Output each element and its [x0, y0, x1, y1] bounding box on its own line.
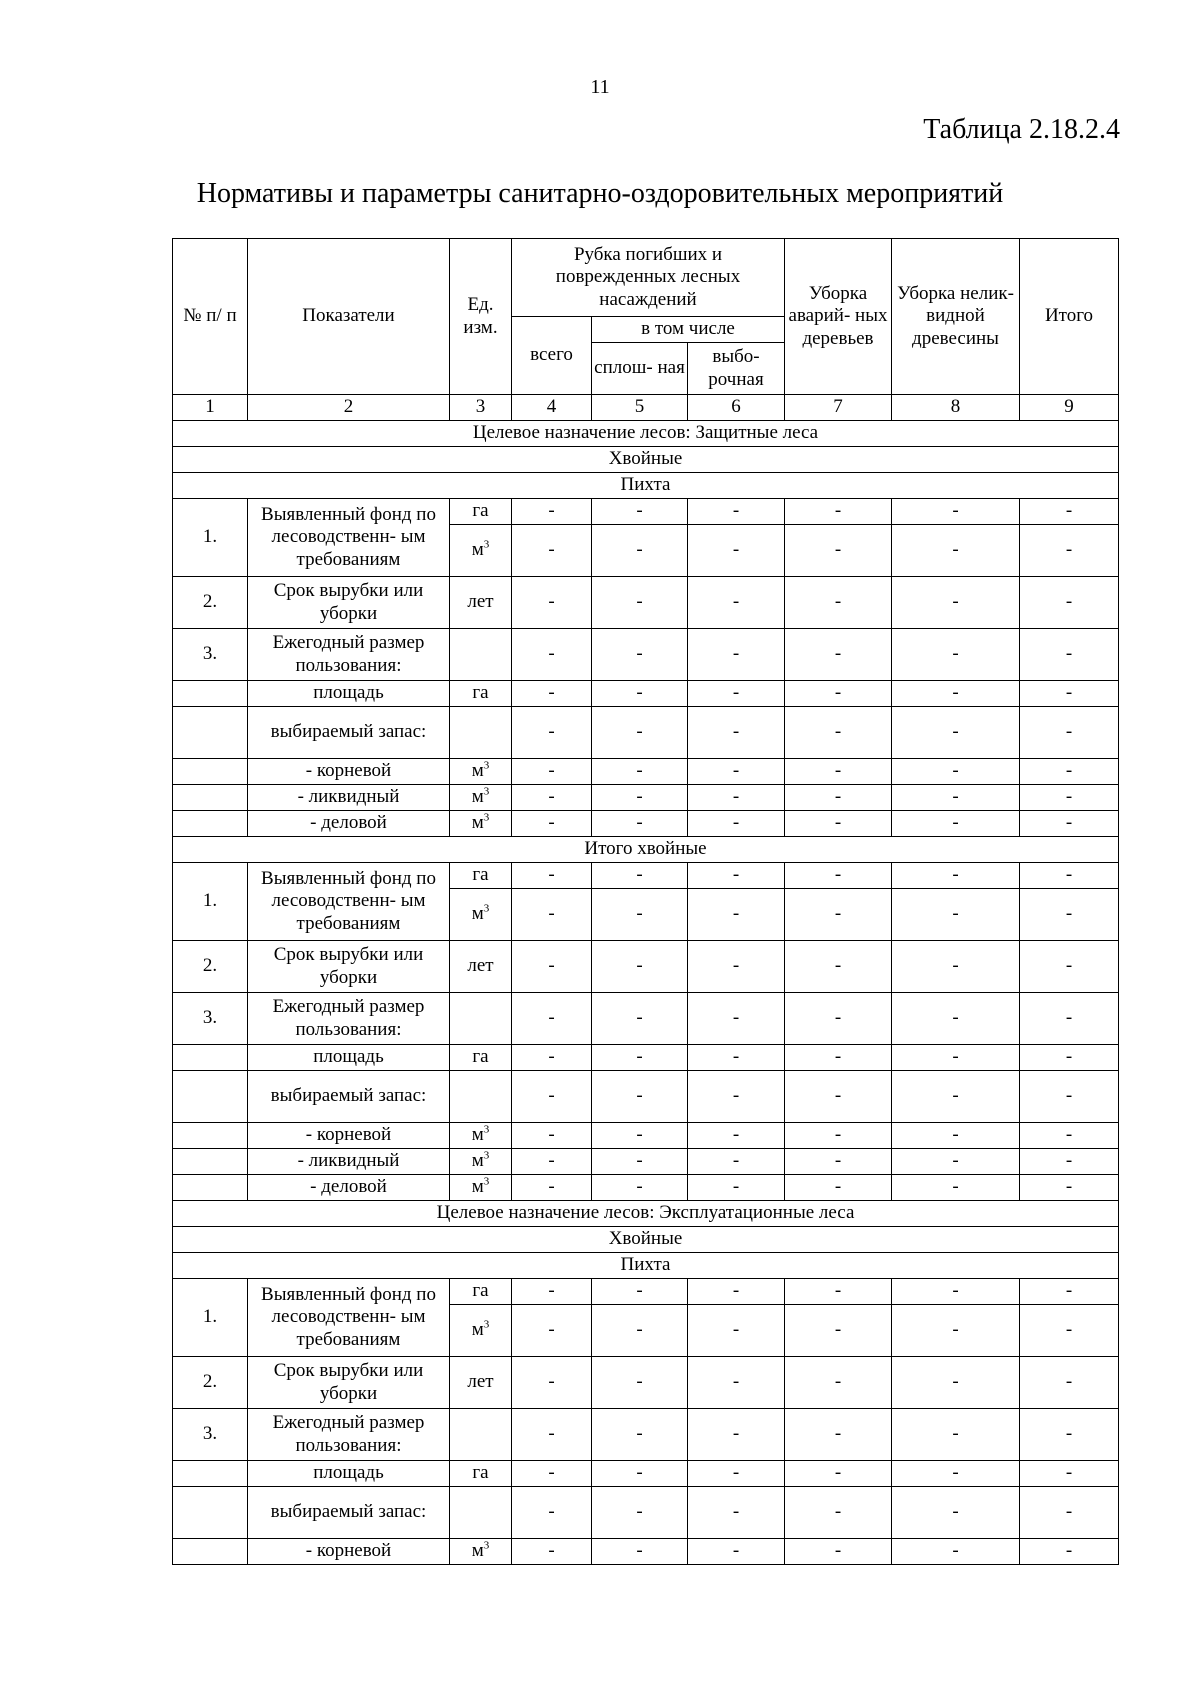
unit-cell [450, 629, 512, 681]
unit-m: м [471, 786, 484, 808]
col-number: 3 [450, 395, 512, 421]
unit-cell: га [450, 1045, 512, 1071]
value-cell: - [592, 525, 688, 577]
value-cell: - [688, 811, 785, 837]
header-clear: сплош- ная [592, 343, 688, 395]
indicator-annual: Ежегодный размер пользования: [248, 629, 450, 681]
value-cell: - [785, 1487, 892, 1539]
indicator-stock: выбираемый запас: [248, 707, 450, 759]
value-cell: - [785, 707, 892, 759]
value-cell: - [512, 1539, 592, 1565]
value-cell: - [512, 525, 592, 577]
value-cell: - [688, 1175, 785, 1201]
indicator-fund: Выявленный фонд по лесоводственн- ым требованиям [248, 1279, 450, 1357]
row-number: 2. [173, 941, 248, 993]
unit-exp: 3 [483, 538, 490, 551]
value-cell: - [592, 1175, 688, 1201]
page-number: 11 [590, 76, 610, 98]
value-cell: - [592, 1305, 688, 1357]
indicator-area: площадь [248, 1461, 450, 1487]
value-cell: - [892, 1123, 1020, 1149]
value-cell: - [592, 785, 688, 811]
unit-m: м [471, 1124, 484, 1146]
value-cell: - [1020, 1071, 1119, 1123]
value-cell: - [892, 1149, 1020, 1175]
header-unit: Ед. изм. [450, 239, 512, 395]
value-cell: - [688, 1279, 785, 1305]
value-cell: - [592, 681, 688, 707]
value-cell: - [688, 1461, 785, 1487]
unit-cell [450, 1071, 512, 1123]
unit-exp: 3 [483, 902, 490, 915]
value-cell: - [785, 1409, 892, 1461]
indicator-liquid: - ликвидный [248, 785, 450, 811]
value-cell: - [512, 1149, 592, 1175]
value-cell: - [785, 525, 892, 577]
value-cell: - [1020, 993, 1119, 1045]
value-cell: - [592, 1123, 688, 1149]
unit-m: м [471, 1540, 484, 1562]
value-cell: - [512, 863, 592, 889]
value-cell: - [892, 681, 1020, 707]
value-cell: - [688, 1409, 785, 1461]
value-cell: - [1020, 499, 1119, 525]
value-cell: - [592, 1279, 688, 1305]
value-cell: - [892, 863, 1020, 889]
section-group: Хвойные [173, 447, 1119, 473]
indicator-term: Срок вырубки или уборки [248, 577, 450, 629]
unit-m: м [471, 903, 484, 925]
value-cell: - [1020, 1123, 1119, 1149]
unit-cell [450, 1149, 512, 1175]
value-cell: - [1020, 1461, 1119, 1487]
value-cell: - [892, 785, 1020, 811]
value-cell: - [785, 785, 892, 811]
value-cell: - [688, 1149, 785, 1175]
row-number [173, 1071, 248, 1123]
indicator-term: Срок вырубки или уборки [248, 1357, 450, 1409]
value-cell: - [785, 993, 892, 1045]
unit-exp: 3 [483, 1123, 490, 1136]
row-number [173, 1149, 248, 1175]
col-number: 9 [1020, 395, 1119, 421]
value-cell: - [785, 577, 892, 629]
value-cell: - [1020, 941, 1119, 993]
value-cell: - [688, 1487, 785, 1539]
value-cell: - [1020, 1045, 1119, 1071]
unit-m: м [471, 539, 484, 561]
row-number: 2. [173, 577, 248, 629]
value-cell: - [512, 1487, 592, 1539]
unit-cell [450, 889, 512, 941]
value-cell: - [592, 1357, 688, 1409]
value-cell: - [512, 707, 592, 759]
value-cell: - [1020, 681, 1119, 707]
indicator-stock: выбираемый запас: [248, 1071, 450, 1123]
unit-cell [450, 1175, 512, 1201]
value-cell: - [688, 681, 785, 707]
indicator-business: - деловой [248, 811, 450, 837]
unit-exp: 3 [483, 1175, 490, 1188]
value-cell: - [512, 1305, 592, 1357]
value-cell: - [688, 993, 785, 1045]
value-cell: - [892, 811, 1020, 837]
col-number: 2 [248, 395, 450, 421]
value-cell: - [892, 1279, 1020, 1305]
row-number [173, 1175, 248, 1201]
table-title: Нормативы и параметры санитарно-оздоровительных мероприятий [196, 178, 1004, 209]
value-cell: - [512, 889, 592, 941]
row-number: 1. [173, 499, 248, 577]
value-cell: - [892, 1487, 1020, 1539]
indicator-root: - корневой [248, 1539, 450, 1565]
value-cell: - [892, 525, 1020, 577]
unit-cell [450, 1539, 512, 1565]
row-number: 3. [173, 1409, 248, 1461]
unit-m: м [471, 1150, 484, 1172]
value-cell: - [785, 499, 892, 525]
col-number: 8 [892, 395, 1020, 421]
value-cell: - [688, 525, 785, 577]
value-cell: - [512, 1409, 592, 1461]
value-cell: - [785, 1357, 892, 1409]
value-cell: - [1020, 1409, 1119, 1461]
value-cell: - [512, 681, 592, 707]
row-number [173, 1461, 248, 1487]
value-cell: - [1020, 1357, 1119, 1409]
unit-exp: 3 [483, 811, 490, 824]
value-cell: - [785, 811, 892, 837]
value-cell: - [1020, 629, 1119, 681]
value-cell: - [592, 863, 688, 889]
unit-cell: га [450, 863, 512, 889]
unit-cell [450, 1123, 512, 1149]
value-cell: - [592, 1149, 688, 1175]
value-cell: - [512, 785, 592, 811]
value-cell: - [785, 1539, 892, 1565]
indicator-root: - корневой [248, 1123, 450, 1149]
value-cell: - [512, 1357, 592, 1409]
value-cell: - [592, 707, 688, 759]
value-cell: - [592, 993, 688, 1045]
row-number: 1. [173, 863, 248, 941]
value-cell: - [892, 941, 1020, 993]
value-cell: - [892, 1409, 1020, 1461]
section-total: Итого хвойные [173, 837, 1119, 863]
value-cell: - [892, 629, 1020, 681]
value-cell: - [688, 1539, 785, 1565]
value-cell: - [1020, 759, 1119, 785]
value-cell: - [1020, 1279, 1119, 1305]
unit-cell [450, 1487, 512, 1539]
header-including: в том числе [592, 317, 785, 343]
value-cell: - [1020, 1539, 1119, 1565]
unit-exp: 3 [483, 759, 490, 772]
indicator-area: площадь [248, 681, 450, 707]
unit-m: м [471, 812, 484, 834]
value-cell: - [688, 863, 785, 889]
value-cell: - [592, 889, 688, 941]
value-cell: - [1020, 1175, 1119, 1201]
col-number: 5 [592, 395, 688, 421]
value-cell: - [1020, 707, 1119, 759]
value-cell: - [512, 1071, 592, 1123]
header-selective: выбо- рочная [688, 343, 785, 395]
value-cell: - [688, 1305, 785, 1357]
unit-cell [450, 759, 512, 785]
unit-exp: 3 [483, 1539, 490, 1552]
row-number [173, 1487, 248, 1539]
value-cell: - [1020, 863, 1119, 889]
unit-cell [450, 1409, 512, 1461]
unit-cell: лет [450, 1357, 512, 1409]
indicator-stock: выбираемый запас: [248, 1487, 450, 1539]
value-cell: - [892, 499, 1020, 525]
value-cell: - [688, 577, 785, 629]
value-cell: - [592, 811, 688, 837]
unit-exp: 3 [483, 1318, 490, 1331]
value-cell: - [1020, 1305, 1119, 1357]
value-cell: - [1020, 889, 1119, 941]
value-cell: - [785, 759, 892, 785]
value-cell: - [592, 1045, 688, 1071]
value-cell: - [1020, 785, 1119, 811]
section-species: Пихта [173, 1253, 1119, 1279]
row-number: 1. [173, 1279, 248, 1357]
indicator-fund: Выявленный фонд по лесоводственн- ым требованиям [248, 863, 450, 941]
value-cell: - [688, 941, 785, 993]
value-cell: - [688, 889, 785, 941]
value-cell: - [512, 1123, 592, 1149]
value-cell: - [512, 499, 592, 525]
section-purpose: Целевое назначение лесов: Эксплуатационные леса [173, 1201, 1119, 1227]
unit-cell [450, 993, 512, 1045]
unit-exp: 3 [483, 1149, 490, 1162]
row-number [173, 785, 248, 811]
value-cell: - [688, 1071, 785, 1123]
value-cell: - [785, 1279, 892, 1305]
unit-cell: лет [450, 577, 512, 629]
row-number [173, 759, 248, 785]
value-cell: - [688, 759, 785, 785]
section-purpose: Целевое назначение лесов: Защитные леса [173, 421, 1119, 447]
value-cell: - [892, 1175, 1020, 1201]
header-total: Итого [1020, 239, 1119, 395]
value-cell: - [512, 1279, 592, 1305]
value-cell: - [512, 1461, 592, 1487]
value-cell: - [592, 499, 688, 525]
value-cell: - [592, 1071, 688, 1123]
value-cell: - [592, 1487, 688, 1539]
value-cell: - [592, 941, 688, 993]
value-cell: - [785, 629, 892, 681]
value-cell: - [892, 1305, 1020, 1357]
value-cell: - [892, 707, 1020, 759]
value-cell: - [785, 1149, 892, 1175]
row-number [173, 811, 248, 837]
row-number: 3. [173, 993, 248, 1045]
value-cell: - [688, 1357, 785, 1409]
value-cell: - [785, 681, 892, 707]
value-cell: - [785, 863, 892, 889]
row-number: 2. [173, 1357, 248, 1409]
row-number [173, 1123, 248, 1149]
standards-table [172, 238, 1119, 1565]
value-cell: - [785, 1175, 892, 1201]
header-indicators: Показатели [248, 239, 450, 395]
unit-cell [450, 785, 512, 811]
row-number [173, 1045, 248, 1071]
unit-cell: га [450, 681, 512, 707]
value-cell: - [892, 759, 1020, 785]
value-cell: - [512, 993, 592, 1045]
value-cell: - [892, 1045, 1020, 1071]
indicator-area: площадь [248, 1045, 450, 1071]
value-cell: - [1020, 525, 1119, 577]
value-cell: - [1020, 577, 1119, 629]
header-illiquid: Уборка нелик- видной древесины [892, 239, 1020, 395]
value-cell: - [592, 629, 688, 681]
section-group: Хвойные [173, 1227, 1119, 1253]
header-total-all: всего [512, 317, 592, 395]
unit-exp: 3 [483, 785, 490, 798]
value-cell: - [785, 941, 892, 993]
value-cell: - [892, 889, 1020, 941]
indicator-fund: Выявленный фонд по лесоводственн- ым требованиям [248, 499, 450, 577]
row-number [173, 1539, 248, 1565]
header-num: № п/ п [173, 239, 248, 395]
value-cell: - [892, 1539, 1020, 1565]
col-number: 4 [512, 395, 592, 421]
value-cell: - [1020, 1149, 1119, 1175]
value-cell: - [592, 759, 688, 785]
value-cell: - [512, 811, 592, 837]
unit-cell [450, 1305, 512, 1357]
unit-cell [450, 525, 512, 577]
unit-m: м [471, 1176, 484, 1198]
unit-m: м [471, 760, 484, 782]
unit-cell: га [450, 499, 512, 525]
header-emergency: Уборка аварий- ных деревьев [785, 239, 892, 395]
value-cell: - [592, 1539, 688, 1565]
unit-cell: лет [450, 941, 512, 993]
value-cell: - [892, 1461, 1020, 1487]
value-cell: - [785, 1123, 892, 1149]
value-cell: - [1020, 811, 1119, 837]
value-cell: - [512, 1045, 592, 1071]
value-cell: - [688, 499, 785, 525]
value-cell: - [688, 785, 785, 811]
value-cell: - [688, 1045, 785, 1071]
value-cell: - [688, 1123, 785, 1149]
header-felling: Рубка погибших и поврежденных лесных насаждений [512, 239, 785, 317]
value-cell: - [892, 993, 1020, 1045]
col-number: 6 [688, 395, 785, 421]
value-cell: - [512, 941, 592, 993]
value-cell: - [785, 889, 892, 941]
unit-cell: га [450, 1461, 512, 1487]
unit-cell [450, 811, 512, 837]
indicator-annual: Ежегодный размер пользования: [248, 1409, 450, 1461]
value-cell: - [512, 629, 592, 681]
value-cell: - [512, 577, 592, 629]
indicator-business: - деловой [248, 1175, 450, 1201]
value-cell: - [785, 1461, 892, 1487]
table-label: Таблица 2.18.2.4 [923, 114, 1120, 145]
value-cell: - [892, 1357, 1020, 1409]
indicator-liquid: - ликвидный [248, 1149, 450, 1175]
value-cell: - [892, 577, 1020, 629]
col-number: 1 [173, 395, 248, 421]
row-number: 3. [173, 629, 248, 681]
col-number: 7 [785, 395, 892, 421]
value-cell: - [688, 707, 785, 759]
value-cell: - [592, 1409, 688, 1461]
section-species: Пихта [173, 473, 1119, 499]
value-cell: - [592, 1461, 688, 1487]
value-cell: - [1020, 1487, 1119, 1539]
indicator-annual: Ежегодный размер пользования: [248, 993, 450, 1045]
value-cell: - [785, 1045, 892, 1071]
value-cell: - [785, 1305, 892, 1357]
row-number [173, 681, 248, 707]
value-cell: - [688, 629, 785, 681]
unit-cell: га [450, 1279, 512, 1305]
value-cell: - [785, 1071, 892, 1123]
row-number [173, 707, 248, 759]
value-cell: - [512, 759, 592, 785]
value-cell: - [892, 1071, 1020, 1123]
value-cell: - [512, 1175, 592, 1201]
unit-m: м [471, 1319, 484, 1341]
indicator-root: - корневой [248, 759, 450, 785]
indicator-term: Срок вырубки или уборки [248, 941, 450, 993]
value-cell: - [592, 577, 688, 629]
unit-cell [450, 707, 512, 759]
